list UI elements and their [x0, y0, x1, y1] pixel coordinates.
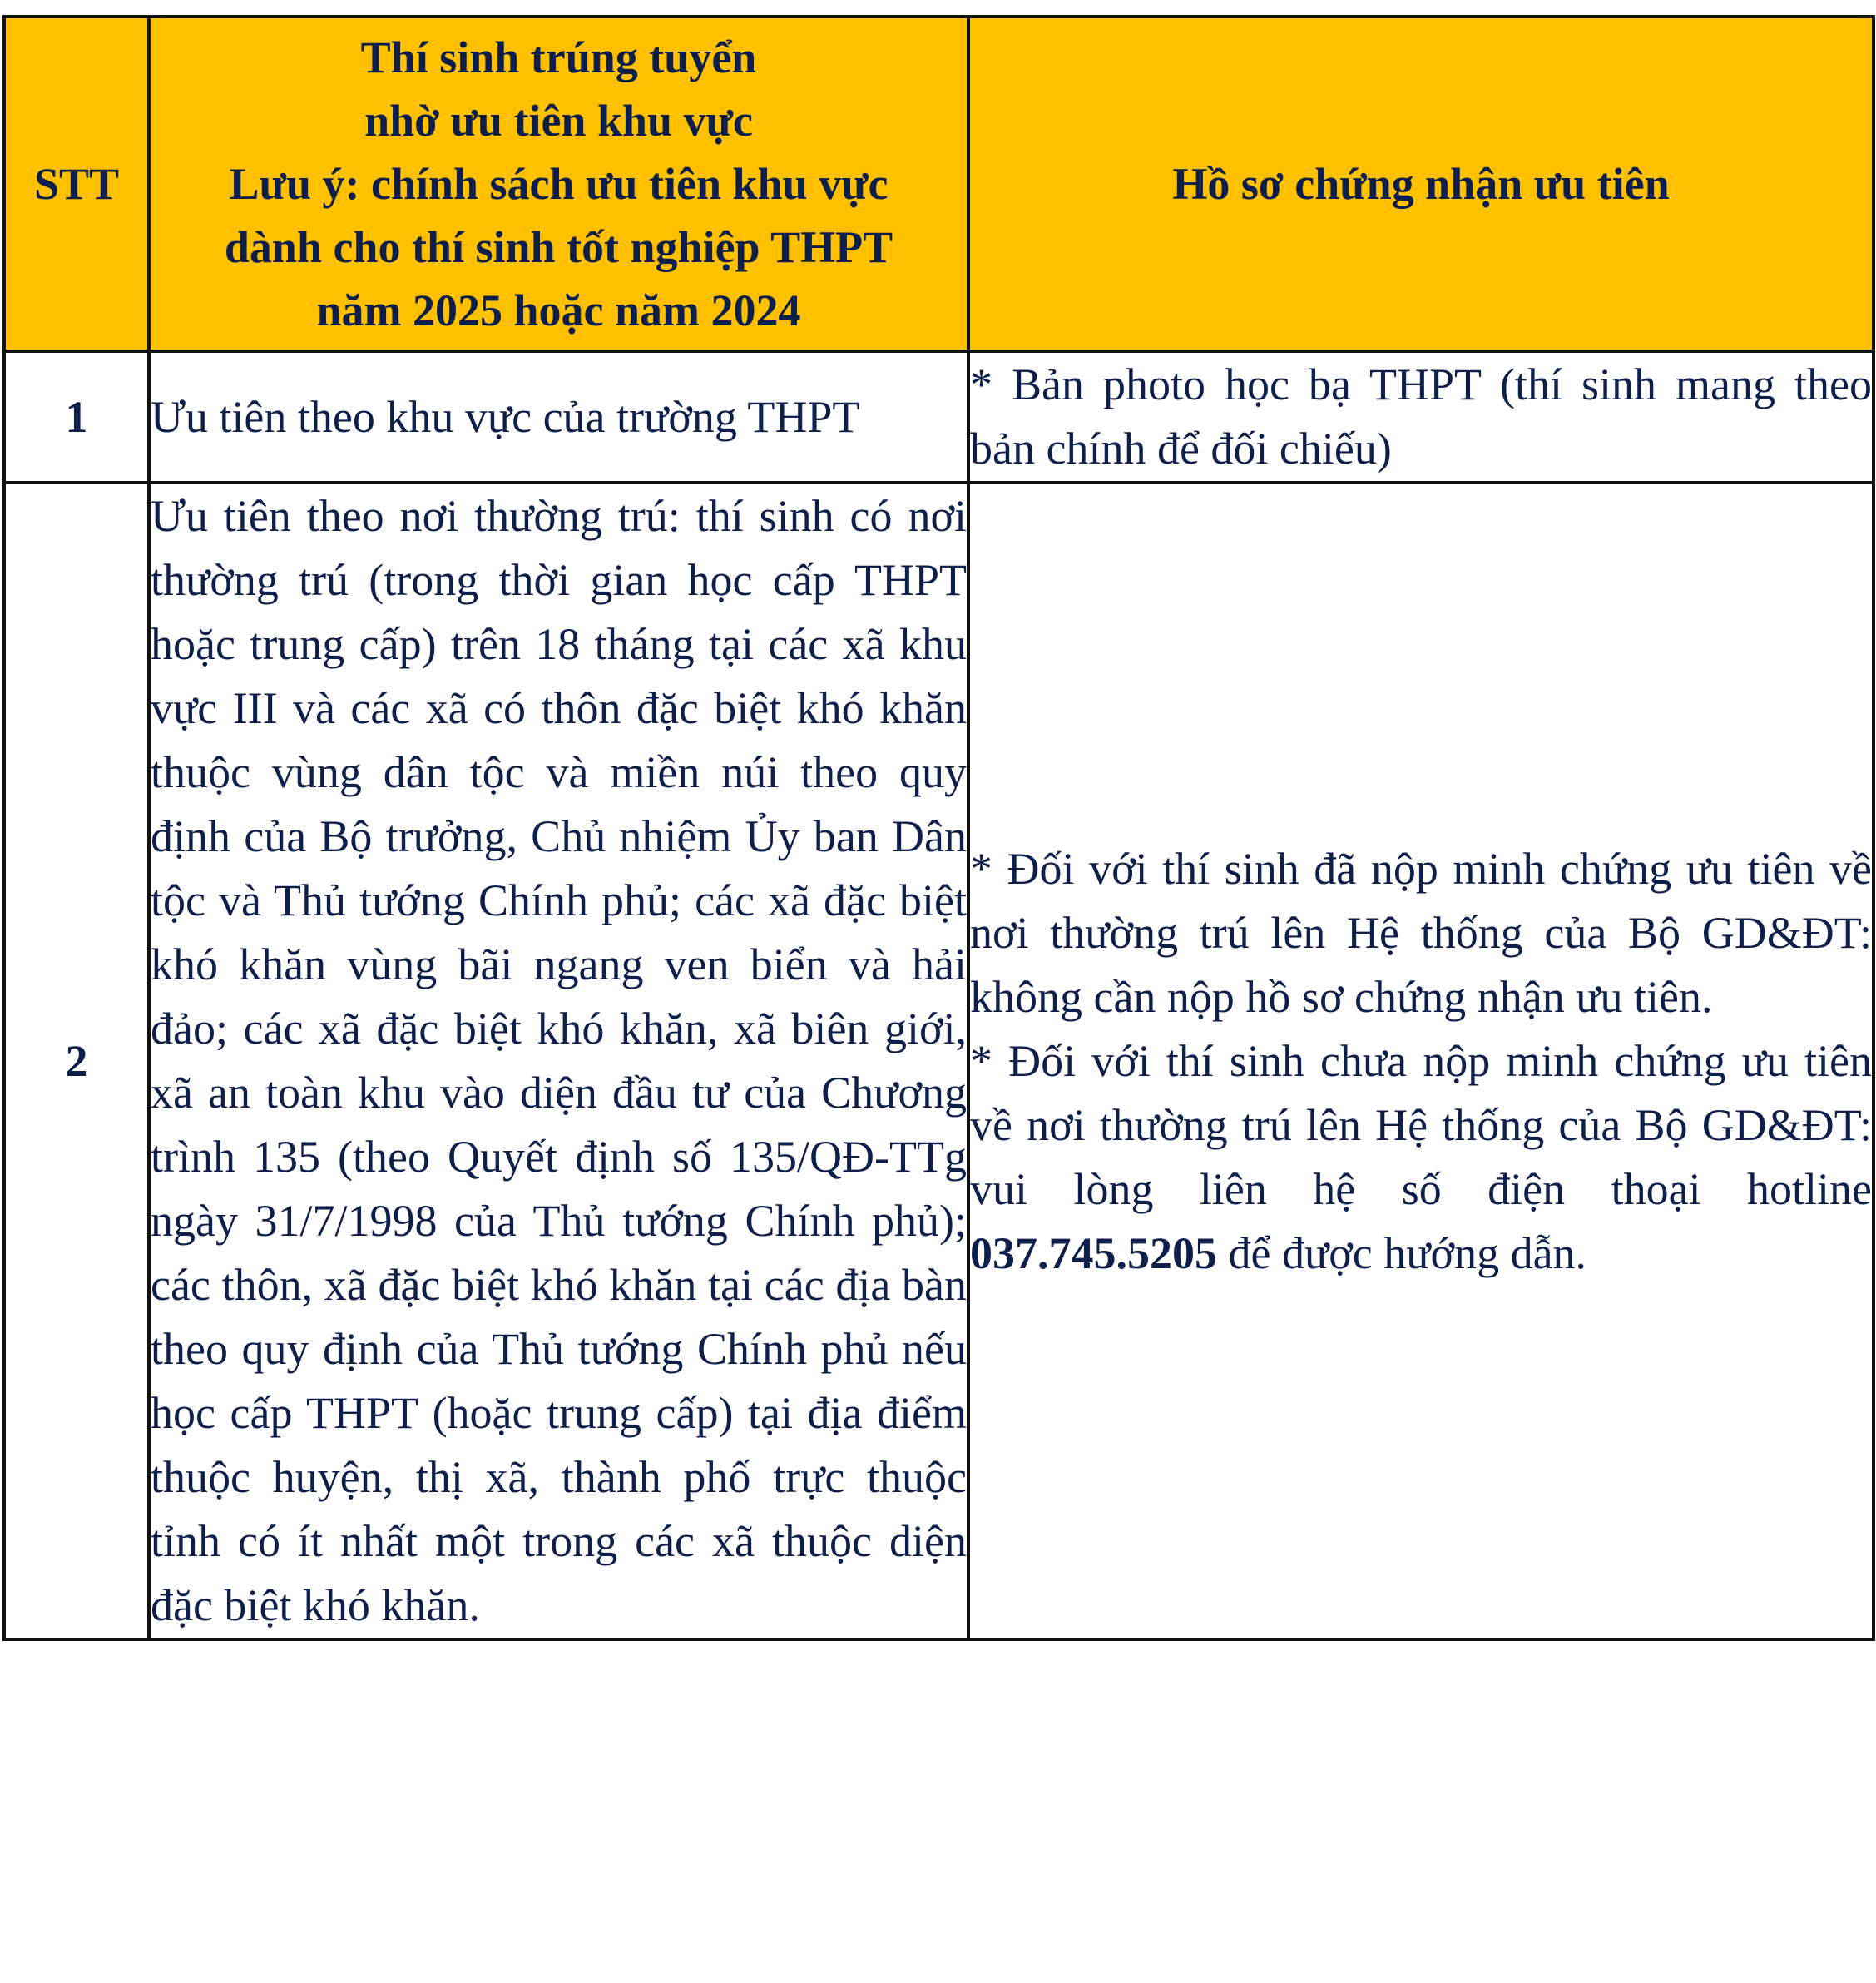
table-row — [4, 351, 1874, 483]
documents-item-hotline — [970, 1029, 1872, 1286]
documents-cell — [968, 483, 1874, 1639]
documents-item: * Đối với thí sinh đã nộp minh chứng ưu tiên về nơi thường trú lên Hệ thống của Bộ GD&ĐT: không cần nộp hồ sơ chứng nhận ưu tiên. — [970, 843, 1872, 1022]
row-number: 2 — [4, 483, 149, 1639]
header-candidate-line: nhờ ưu tiên khu vực — [364, 96, 753, 146]
table-row — [4, 483, 1874, 1639]
documents-text: * Đối với thí sinh chưa nộp minh chứng ưu tiên về nơi thường trú lên Hệ thống của Bộ GD&ĐT: vui lòng liên hệ số điện thoại hotline — [970, 1035, 1872, 1214]
documents-item: * Bản photo học bạ THPT (thí sinh mang theo bản chính để đối chiếu) — [970, 359, 1872, 473]
candidate-cell: Ưu tiên theo nơi thường trú: thí sinh có nơi thường trú (trong thời gian học cấp THPT hoặc trung cấp) trên 18 tháng tại các xã khu vực III và các xã có thôn đặc biệt khó khăn thuộc vùng dân tộc và miền núi theo quy định của Bộ trưởng, Chủ nhiệm Ủy ban Dân tộc và Thủ tướng Chính phủ; các xã đặc biệt khó khăn vùng bãi ngang ven biển và hải đảo; các xã đặc biệt khó khăn, xã biên giới, xã an toàn khu vào diện đầu tư của Chương trình 135 (theo Quyết định số 135/QĐ-TTg ngày 31/7/1998 của Thủ tướng Chính phủ); các thôn, xã đặc biệt khó khăn tại các địa bàn theo quy định của Thủ tướng Chính phủ nếu học cấp THPT (hoặc trung cấp) tại địa điểm thuộc huyện, thị xã, thành phố trực thuộc tỉnh có ít nhất một trong các xã thuộc diện đặc biệt khó khăn. — [149, 483, 968, 1639]
row-number: 1 — [4, 351, 149, 483]
header-candidate-line: Lưu ý: chính sách ưu tiên khu vực — [229, 159, 889, 209]
header-candidate-line: năm 2025 hoặc năm 2024 — [316, 285, 801, 335]
header-candidate — [149, 17, 968, 351]
header-candidate-line: dành cho thí sinh tốt nghiệp THPT — [224, 222, 893, 272]
header-stt: STT — [4, 17, 149, 351]
documents-text: để được hướng dẫn. — [1217, 1227, 1587, 1278]
header-candidate-line: Thí sinh trúng tuyển — [360, 32, 757, 82]
priority-table — [2, 15, 1875, 1641]
hotline-number: 037.745.5205 — [970, 1227, 1217, 1278]
candidate-cell: Ưu tiên theo khu vực của trường THPT — [149, 351, 968, 483]
documents-cell — [968, 351, 1874, 483]
header-documents: Hồ sơ chứng nhận ưu tiên — [968, 17, 1874, 351]
header-row — [4, 17, 1874, 351]
